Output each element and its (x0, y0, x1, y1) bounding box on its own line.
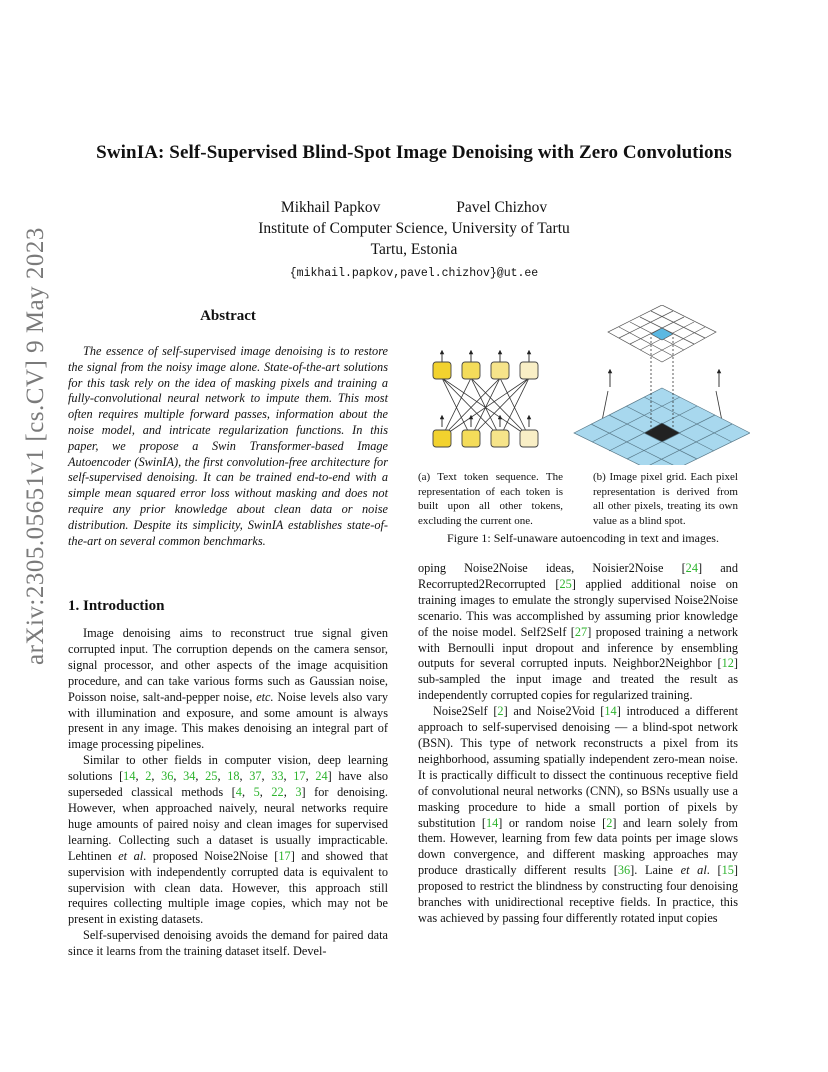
citation-link[interactable]: 24 (315, 769, 328, 784)
text-run: , (217, 769, 228, 784)
token-connection-lines (442, 378, 529, 437)
citation-link[interactable]: 17 (278, 848, 291, 863)
citation-link[interactable]: 24 (685, 561, 698, 575)
text-run: , (239, 769, 250, 784)
text-run: et al (118, 848, 144, 863)
location: Tartu, Estonia (370, 241, 458, 258)
text-run: Self-supervised denoising avoids the demand for paired data since it learns from the training dataset itself. Devel- (68, 928, 388, 959)
text-run: et al (680, 863, 707, 878)
text-run: , (305, 769, 316, 784)
paper-title: SwinIA: Self-Supervised Blind-Spot Image Denoising with Zero Convolutions (96, 142, 732, 163)
text-run: , (283, 769, 294, 784)
input-tokens (433, 430, 538, 447)
citation-link[interactable]: 37 (249, 769, 262, 784)
text-run: ] and Noise2Void [ (503, 704, 605, 719)
citation-link[interactable]: 25 (205, 769, 218, 784)
citation-link[interactable]: 2 (497, 704, 504, 719)
author-names (0, 197, 828, 218)
intro-left-column (68, 626, 388, 960)
citation-link[interactable]: 15 (721, 863, 734, 878)
citation-link[interactable]: 25 (559, 576, 572, 591)
text-run: ] and showed that supervision with independently corrupted data is equivalent to supervision with clean data. However, this approach still requires collecting multiple image copies, which may not be present in existing datasets. (68, 848, 389, 927)
citation-link[interactable]: 33 (271, 769, 284, 784)
citation-link[interactable]: 12 (721, 656, 734, 671)
citation-link[interactable]: 4 (235, 785, 242, 800)
token-sequence-diagram (433, 352, 538, 447)
paragraph (68, 753, 388, 928)
side-arrows (610, 371, 719, 387)
citation-link[interactable]: 5 (253, 785, 260, 800)
text-run: ] for denoising. However, when approached naively, neural networks require huge amounts of paired noisy and clean images for supervised learning. Collecting such a dataset is usually impracticable. Lehtinen (68, 785, 388, 863)
text-run: ] or random noise [ (498, 815, 607, 830)
author-block (0, 197, 828, 284)
text-run: , (151, 769, 162, 784)
citation-link[interactable]: 17 (293, 769, 306, 784)
text-run: , (283, 785, 296, 800)
abstract-text: The essence of self-supervised image denoising is to restore the signal from the noisy image alone. State-of-the-art solutions for this task rely on the idea of masking pixels and training a fully-convolutional neural network to impute them. This most often requires multiple forward passes, information about the noise model, and intricate regularization functions. In this paper, we propose a Swin Transformer-based Image Autoencoder (SwinIA), the first convolution-free architecture for self-supervised denoising. It can be trained end-to-end with a simple mean squared error loss without masking and does not require any prior knowledge about clean data or noise distribution. Despite its simplicity, SwinIA establishes state-of-the-art on several common benchmarks. (68, 344, 388, 548)
citation-link[interactable]: 18 (227, 769, 240, 784)
text-run: , (241, 785, 254, 800)
text-run: , (173, 769, 184, 784)
citation-link[interactable]: 36 (617, 863, 631, 878)
author-name: Mikhail Papkov (280, 199, 381, 216)
text-run: ] and learn solely from them. However, learning from few data points per image slows down convergence, and different masking approaches may produce drastically different results [ (418, 815, 738, 878)
output-token-arrows (442, 352, 529, 362)
pixel-grid-diagram (574, 305, 750, 465)
text-run: , (195, 769, 206, 784)
figure-caption: Figure 1: Self-unaware autoencoding in text and images. (447, 531, 719, 545)
text-run: , (261, 769, 272, 784)
citation-link[interactable]: 36 (161, 769, 174, 784)
figure-subcaption-a: (a) Text token sequence. The representation of each token is built upon all other tokens, excluding the current one. (418, 471, 563, 527)
text-run: ] introduced a different approach to self-supervised denoising — a blind-spot network (BSN). This type of network reconstructs a pixel from its neighborhood, assuming spatially independent zero-mean noise. It is practically difficult to dissect the continuous receptive field of convolutional neural networks (CNN), so BSNs usually use a masking procedure to hide a small portion of pixels by substitution [ (418, 704, 738, 830)
citation-link[interactable]: 14 (123, 769, 136, 784)
citation-link[interactable]: 22 (271, 785, 284, 800)
lower-pixel-grid (574, 388, 750, 465)
text-run: , (259, 785, 272, 800)
upper-pixel-grid (608, 305, 716, 362)
text-run: etc. (256, 689, 274, 704)
paragraph (418, 561, 738, 704)
intro-right-column (418, 561, 738, 927)
citation-link[interactable]: 27 (574, 624, 588, 639)
figure-1-graphics (410, 305, 750, 465)
arxiv-stamp: arXiv:2305.05651v1 [cs.CV] 9 May 2023 (22, 227, 49, 665)
section-heading-introduction: 1. Introduction (68, 598, 165, 614)
text-run: . proposed Noise2Noise [ (143, 848, 279, 863)
text-run: ] proposed to restrict the blindness by constructing four denoising branches with unidirectional receptive fields. In practice, this was achieved by passing four differently rotated input copies (418, 863, 739, 925)
text-run: , (135, 769, 146, 784)
output-tokens (433, 362, 538, 379)
abstract-heading: Abstract (200, 308, 256, 324)
text-run: oping Noise2Noise ideas, Noisier2Noise [ (418, 561, 686, 575)
affiliation: Institute of Computer Science, University of Tartu (258, 220, 570, 237)
paragraph (418, 704, 738, 927)
text-run: ]. Laine (630, 863, 681, 878)
text-run: Image denoising aims to reconstruct true signal given corrupted input. The corruption depends on the camera sensor, signal processor, and other aspects of the image acquisition procedure, and can take various forms such as Gaussian noise, Poisson noise, salt-and-pepper noise, (68, 626, 388, 704)
text-run: ] proposed training a network with Bernoulli input dropout and inference by ensembling outputs for several corrupted inputs. Neighbor2Neighbor [ (418, 624, 738, 671)
figure-subcaption-b: (b) Image pixel grid. Each pixel representation is derived from all other pixels, treating its own value as a blind spot. (593, 471, 738, 527)
text-run: Noise2Self [ (433, 704, 498, 719)
citation-link[interactable]: 3 (295, 785, 302, 800)
text-run: ] applied additional noise on training images to emulate the strongly supervised Noise2Noise scenario. This was accomplished by assuming prior knowledge of the noise model. Self2Self [ (418, 576, 738, 639)
citation-link[interactable]: 2 (606, 815, 613, 830)
text-run: Noise levels also vary with illumination and exposure, and some amount is always present in any image. This makes denoising an integral part of image processing pipelines. (68, 689, 389, 752)
text-run: . [ (706, 863, 722, 878)
text-run: ] have also superseded classical methods [ (68, 769, 389, 800)
paragraph (68, 928, 388, 960)
author-email: {mikhail.papkov,pavel.chizhov}@ut.ee (289, 267, 539, 280)
paragraph (68, 626, 388, 753)
text-run: ] sub-sampled the input image and treated the result as independently corrupted copies for regularized training. (418, 656, 738, 703)
citation-link[interactable]: 14 (604, 704, 617, 719)
text-run: ] and Recorrupted2Recorrupted [ (418, 561, 738, 591)
citation-link[interactable]: 2 (145, 769, 152, 784)
text-run: Similar to other fields in computer vision, deep learning solutions [ (68, 753, 388, 784)
author-name: Pavel Chizhov (456, 199, 548, 216)
citation-link[interactable]: 34 (183, 769, 196, 784)
citation-link[interactable]: 14 (485, 815, 499, 830)
